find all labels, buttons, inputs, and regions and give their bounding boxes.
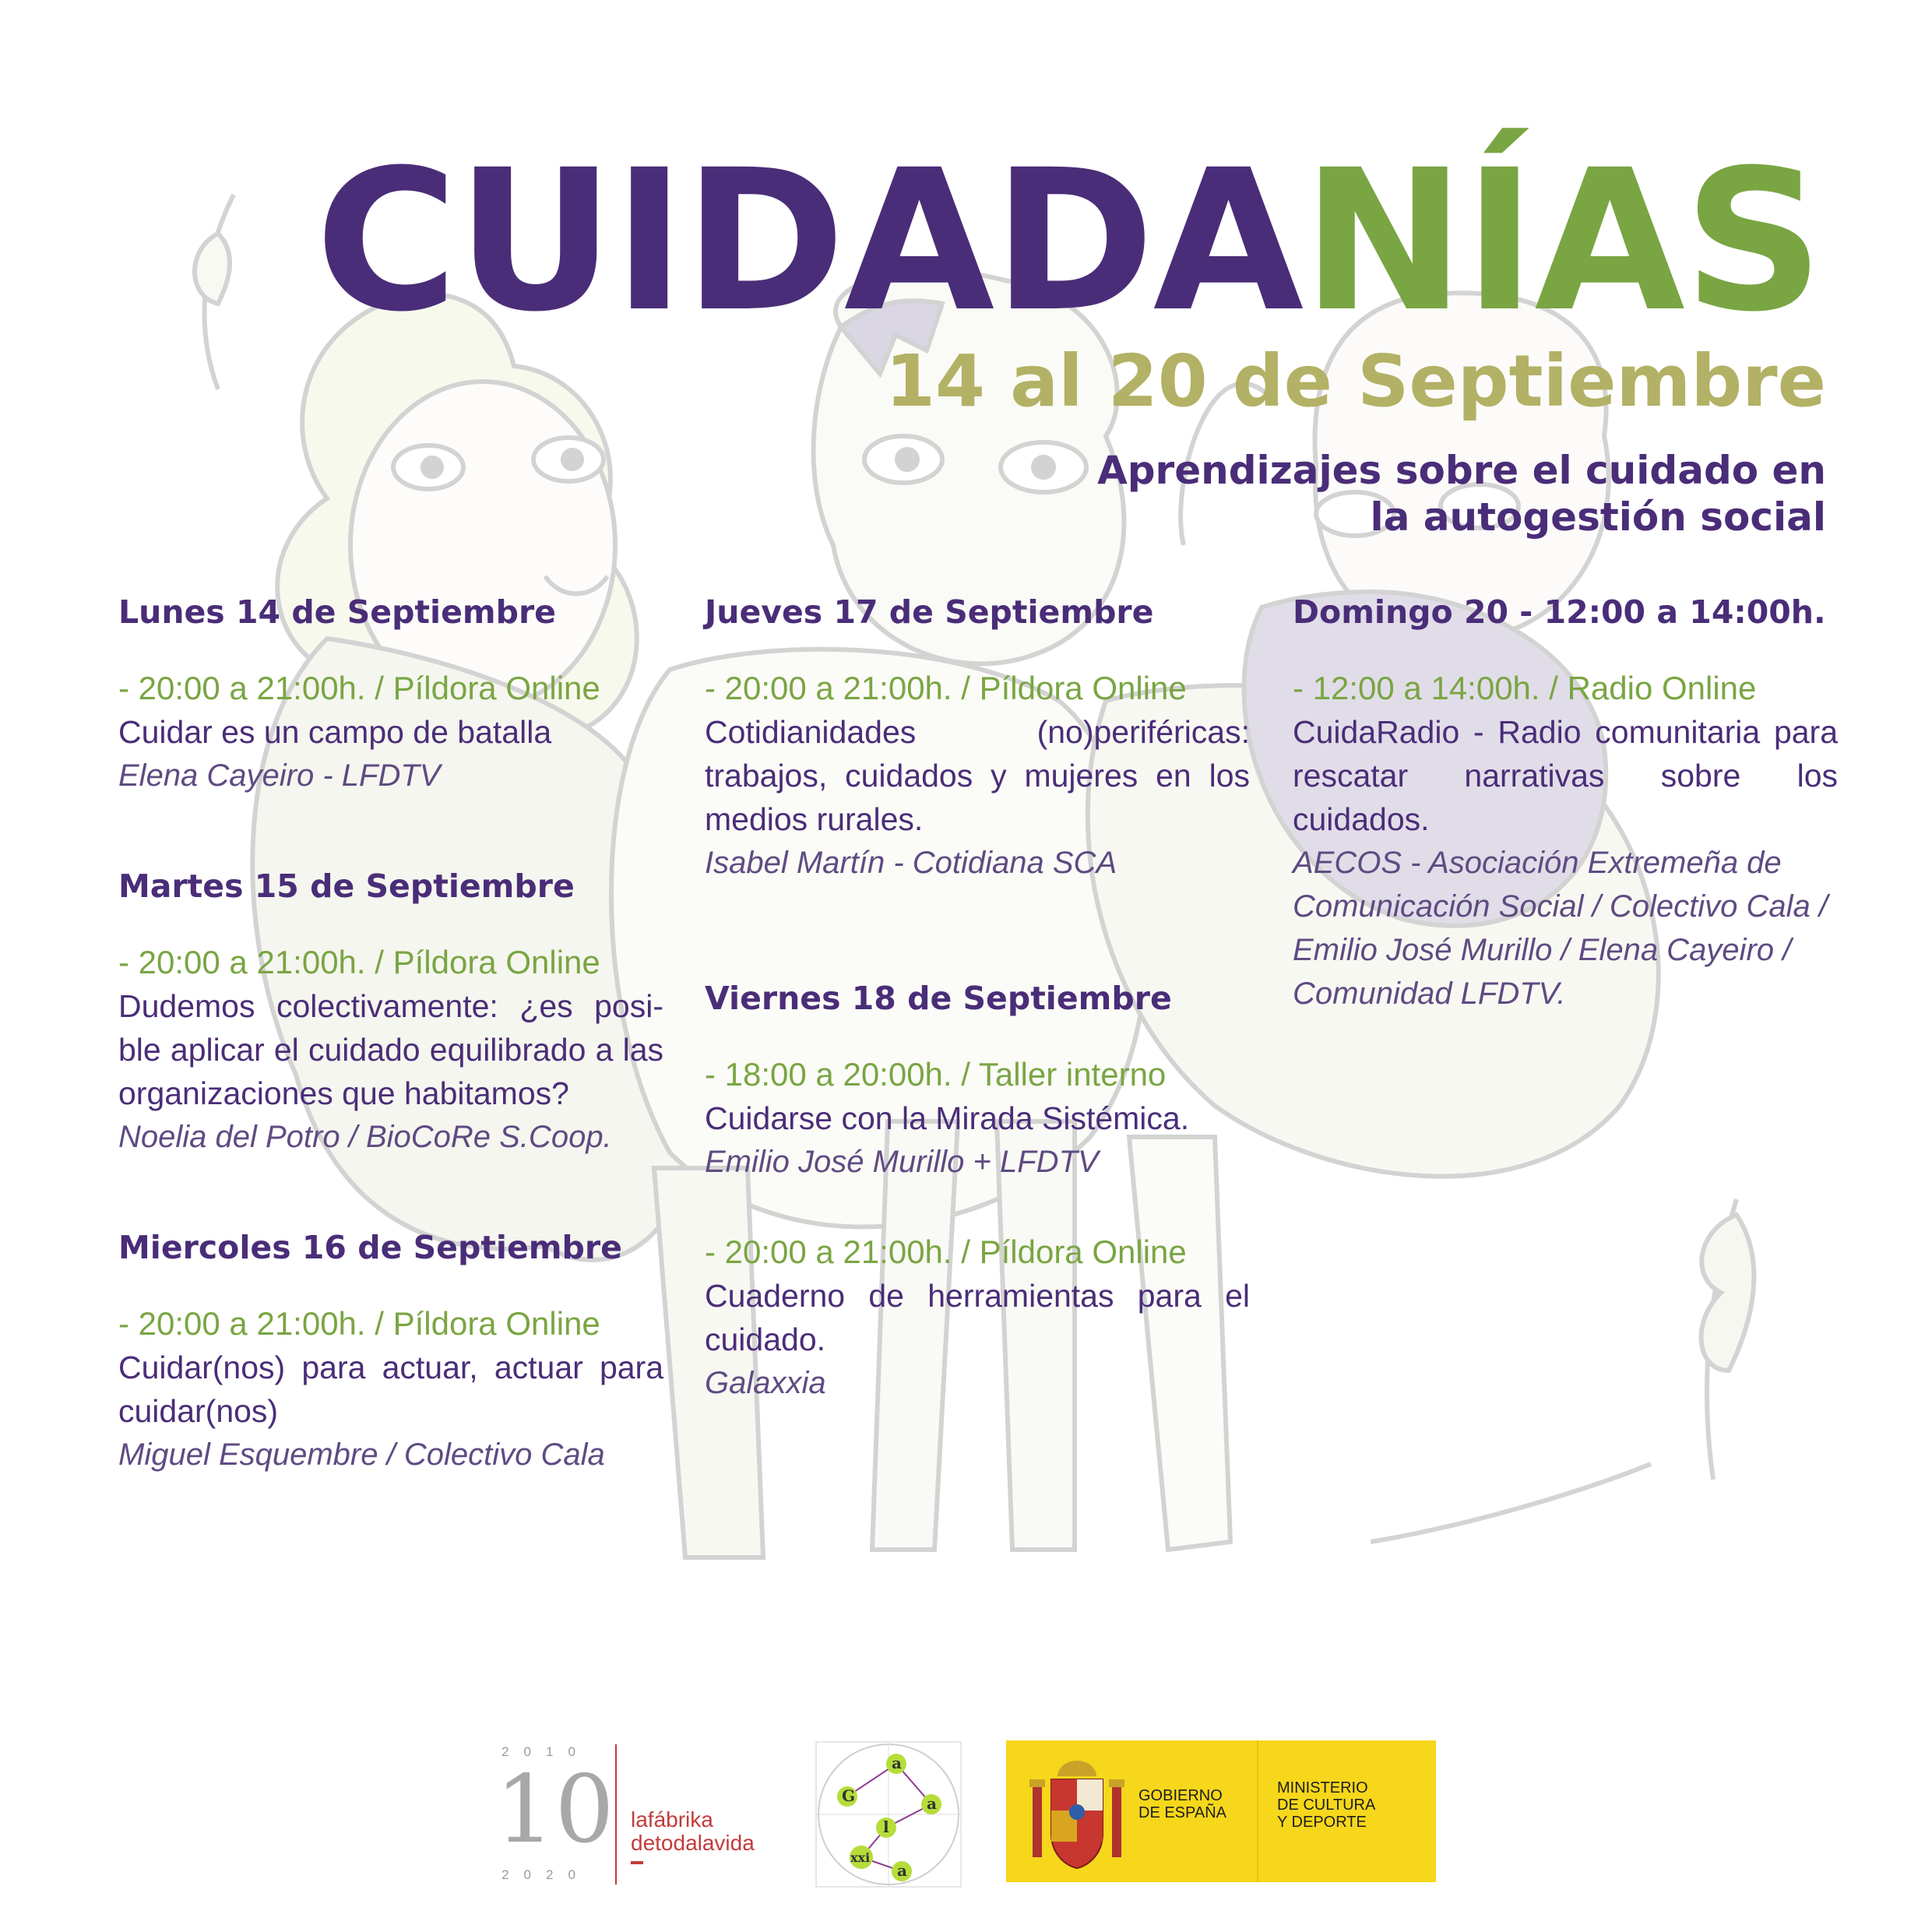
title-part-green: NÍAS — [1302, 128, 1822, 354]
day-heading: Lunes 14 de Septiembre — [118, 593, 556, 631]
day-block-sunday — [1293, 592, 1838, 1015]
ministerio-line-3: Y DEPORTE — [1277, 1814, 1367, 1831]
event-time: - 20:00 a 21:00h. / Píldora Online — [118, 670, 600, 706]
fabrika-name — [631, 1808, 755, 1855]
ministerio-line-1: MINISTERIO — [1277, 1779, 1368, 1797]
day-block-friday — [705, 978, 1250, 1405]
day-heading: Domingo 20 - 12:00 a 14:00h. — [1293, 593, 1826, 631]
event-name: Cuidar es un campo de batalla — [118, 714, 552, 750]
ministerio-text — [1277, 1779, 1375, 1831]
subtitle-line-2: la autogestión social — [1370, 494, 1826, 540]
event-time: - 20:00 a 21:00h. / Píldora Online — [118, 1305, 600, 1342]
event-name: Cuaderno de herramientas para el cuidado. — [705, 1278, 1250, 1357]
day-heading: Martes 15 de Septiembre — [118, 867, 575, 905]
event-author: Galaxxia — [705, 1366, 826, 1400]
fabrika-name-line-2: detodalavida — [631, 1831, 755, 1855]
fabrika-year-start: 2010 — [501, 1744, 590, 1759]
day-block-tuesday — [118, 866, 663, 1159]
fabrika-divider — [615, 1744, 617, 1884]
friday-event-2 — [705, 1230, 1250, 1405]
event-name: Cotidianidades (no)periféricas: trabajos, cuidados y mujeres en los medios rurales. — [705, 714, 1250, 837]
gov-divider — [1257, 1740, 1258, 1882]
event-author: Miguel Esquembre / Colectivo Cala — [118, 1438, 605, 1472]
schedule-column-3 — [1293, 592, 1838, 1084]
subtitle-line-1: Aprendizajes sobre el cuidado en — [1097, 448, 1826, 493]
galaxxia-letter: xxi — [850, 1850, 871, 1865]
friday-event-1 — [705, 1053, 1250, 1184]
fabrika-year-end: 2020 — [501, 1867, 590, 1882]
event-time: - 20:00 a 21:00h. / Píldora Online — [705, 1233, 1187, 1270]
gobierno-line-2: DE ESPAÑA — [1138, 1804, 1226, 1821]
galaxxia-letter: a — [897, 1861, 907, 1880]
sponsor-logos — [0, 1740, 1932, 1888]
event-name: Dudemos colectivamente: ¿es posi-ble aplicar el cuidado equilibrado a las organizaciones que habitamos? — [118, 988, 663, 1111]
day-heading: Viernes 18 de Septiembre — [705, 980, 1172, 1017]
schedule-column-2 — [705, 592, 1250, 1473]
event-name: Cuidarse con la Mirada Sistémica. — [705, 1100, 1190, 1136]
event-author: AECOS - Asociación Extremeña de Comunicación Social / Colectivo Cala / Emilio José Murillo / Elena Cayeiro / Comunidad LFDTV. — [1293, 846, 1828, 1011]
event-time: - 12:00 a 14:00h. / Radio Online — [1293, 670, 1757, 706]
spacer — [705, 1184, 1250, 1230]
gobierno-line-1: GOBIERNO — [1138, 1787, 1223, 1804]
event-name: CuidaRadio - Radio comunitaria para rescatar narrativas sobre los cuidados. — [1293, 714, 1838, 837]
galaxxia-logo — [815, 1740, 962, 1888]
event-author: Isabel Martín - Cotidiana SCA — [705, 846, 1117, 880]
day-heading: Jueves 17 de Septiembre — [705, 593, 1154, 631]
schedule-column-1 — [118, 592, 663, 1545]
gobierno-espana-logo — [1006, 1740, 1436, 1882]
fabrika-anniversary-number: 10 — [495, 1756, 614, 1864]
event-subtitle — [892, 447, 1826, 540]
fabrika-dash — [631, 1861, 643, 1864]
galaxxia-letter: G — [842, 1786, 856, 1805]
galaxxia-letter: a — [892, 1754, 902, 1772]
event-author: Elena Cayeiro - LFDTV — [118, 758, 441, 793]
event-time: - 20:00 a 21:00h. / Píldora Online — [118, 944, 600, 980]
day-block-thursday — [705, 592, 1250, 885]
coat-of-arms-icon — [1026, 1756, 1128, 1873]
day-block-monday — [118, 592, 663, 797]
day-heading: Miercoles 16 de Septiembre — [118, 1229, 622, 1266]
title-part-purple: CUIDADA — [315, 128, 1303, 354]
lafabrika-logo — [495, 1744, 768, 1884]
fabrika-name-line-1: lafábrika — [631, 1807, 713, 1832]
event-title — [109, 128, 1822, 354]
ministerio-line-2: DE CULTURA — [1277, 1797, 1376, 1814]
galaxxia-letter: l — [883, 1818, 889, 1836]
gobierno-text — [1138, 1787, 1226, 1821]
event-dates: 14 al 20 de Septiembre — [885, 340, 1826, 423]
event-name: Cuidar(nos) para actuar, actuar para cuidar(nos) — [118, 1350, 663, 1429]
event-author: Emilio José Murillo + LFDTV — [705, 1145, 1099, 1179]
day-block-wednesday — [118, 1227, 663, 1476]
event-time: - 18:00 a 20:00h. / Taller interno — [705, 1056, 1167, 1093]
event-time: - 20:00 a 21:00h. / Píldora Online — [705, 670, 1187, 706]
galaxxia-letter: a — [927, 1794, 937, 1813]
event-author: Noelia del Potro / BioCoRe S.Coop. — [118, 1120, 612, 1154]
